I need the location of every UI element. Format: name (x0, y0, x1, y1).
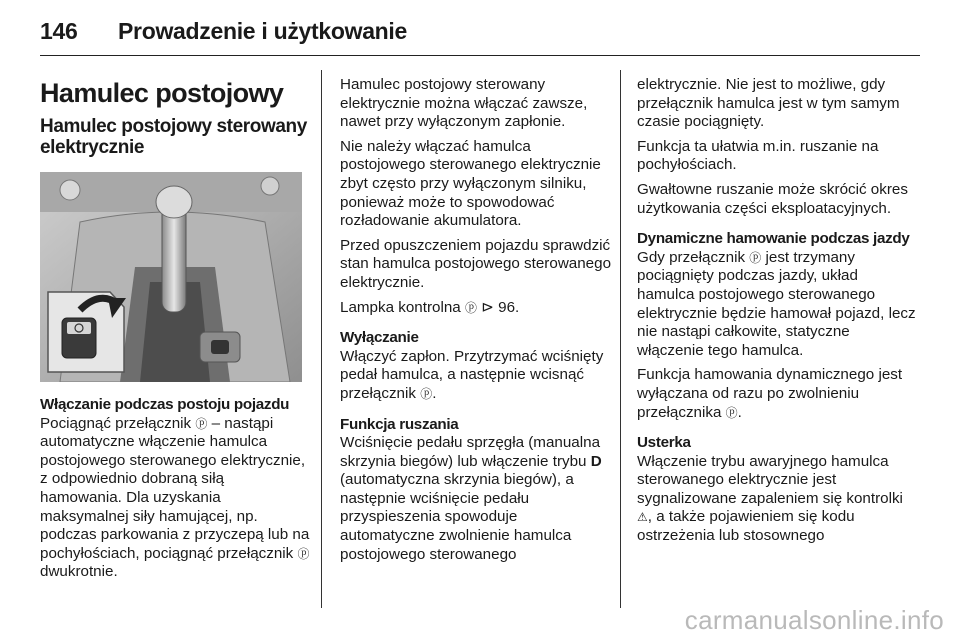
heading-engage: Włączanie podczas postoju pojazdu (40, 396, 290, 413)
page-header (40, 10, 920, 50)
parking-brake-icon: ⓟ (464, 300, 477, 315)
parking-brake-icon: ⓟ (749, 250, 762, 265)
column-2 (340, 76, 612, 570)
heading-dynamic-braking: Dynamiczne hamowanie podczas jazdy (637, 230, 910, 248)
paragraph: Gwałtowne ruszanie może skrócić okres użytkowania części eksploatacyjnych. (637, 180, 908, 217)
paragraph-fault: Włączenie trybu awaryjnego hamulca sterowanego elektrycznie jest sygnalizowane zapaleniem się kontrolki ⚠, a także pojawieniem się kodu ostrzeżenia lub stosownego (637, 452, 903, 545)
section-title: Hamulec postojowy (40, 78, 284, 108)
parking-brake-icon: ⓟ (725, 405, 738, 420)
page-number: 146 (40, 18, 78, 44)
paragraph: Przed opuszczeniem pojazdu sprawdzić stan hamulca postojowego sterowanego elektrycznie. (340, 236, 612, 291)
paragraph: Nie należy włączać hamulca postojowego sterowanego elektrycznie zbyt często przy wyłączonym silniku, ponieważ może to spowodować rozładowanie akumulatora. (340, 137, 601, 230)
watermark: carmanualsonline.info (684, 605, 944, 635)
parking-brake-icon: ⓟ (195, 416, 208, 431)
parking-brake-icon: ⓟ (297, 546, 310, 561)
paragraph-dynamic-off: Funkcja hamowania dynamicznego jest wyłączana od razu po zwolnieniu przełącznika ⓟ. (637, 366, 903, 421)
service-warning-icon: ⚠ (637, 510, 648, 525)
column-divider (620, 70, 621, 608)
paragraph-dynamic-braking: Gdy przełącznik ⓟ jest trzymany pociągnięty podczas jazdy, układ hamulca postojowego sterowanego elektrycznie będzie hamował pojazd, lecz nie nastąpi całkowite, statyczne włączenie tego hamulca. (637, 248, 916, 359)
paragraph-drive-away: Wciśnięcie pedału sprzęgła (manualna skrzynia biegów) lub włączenie trybu D (automatyczna skrzynia biegów), a następnie wciśnięcie pedału przyspieszenia spowoduje automatyczne zwolnienie hamulca postojowego sterowanego (340, 434, 602, 563)
section-subtitle: Hamulec postojowy sterowany elektrycznie (40, 116, 307, 158)
column-divider (321, 70, 322, 608)
paragraph: Hamulec postojowy sterowany elektrycznie można włączać zawsze, nawet przy wyłączonym zapłonie. (340, 76, 588, 131)
paragraph-indicator: Lampka kontrolna ⓟ ⊳ 96. (340, 298, 520, 316)
column-1-text (40, 396, 310, 588)
page-reference-icon: ⊳ (481, 298, 494, 316)
column-3 (637, 76, 917, 552)
column-1 (40, 78, 310, 382)
heading-fault: Usterka (637, 434, 691, 452)
paragraph-release: Włączyć zapłon. Przytrzymać wciśnięty pedał hamulca, a następnie wcisnąć przełącznik ⓟ. (340, 347, 604, 402)
heading-drive-away: Funkcja ruszania (340, 415, 459, 433)
header-rule (40, 55, 920, 56)
paragraph-engage: Pociągnąć przełącznik ⓟ – nastąpi automatyczne włączenie hamulca postojowego sterowanego elektrycznie, z odpowiednio dobraną siłą hamowania. Dla uzyskania maksymalnej siły hamującej, np. podczas parkowania z przyczepą lub na pochyłościach, pociągnąć przełącznik ⓟ dwukrotnie. (40, 414, 310, 581)
chapter-title: Prowadzenie i użytkowanie (118, 18, 408, 44)
heading-release: Wyłączanie (340, 329, 419, 347)
parking-brake-icon: ⓟ (420, 386, 433, 401)
paragraph: Funkcja ta ułatwia m.in. ruszanie na pochyłościach. (637, 137, 879, 174)
parking-brake-switch-photo (40, 172, 302, 382)
paragraph: elektrycznie. Nie jest to możliwe, gdy przełącznik hamulca jest w tym samym czasie pociągnięty. (637, 76, 900, 131)
